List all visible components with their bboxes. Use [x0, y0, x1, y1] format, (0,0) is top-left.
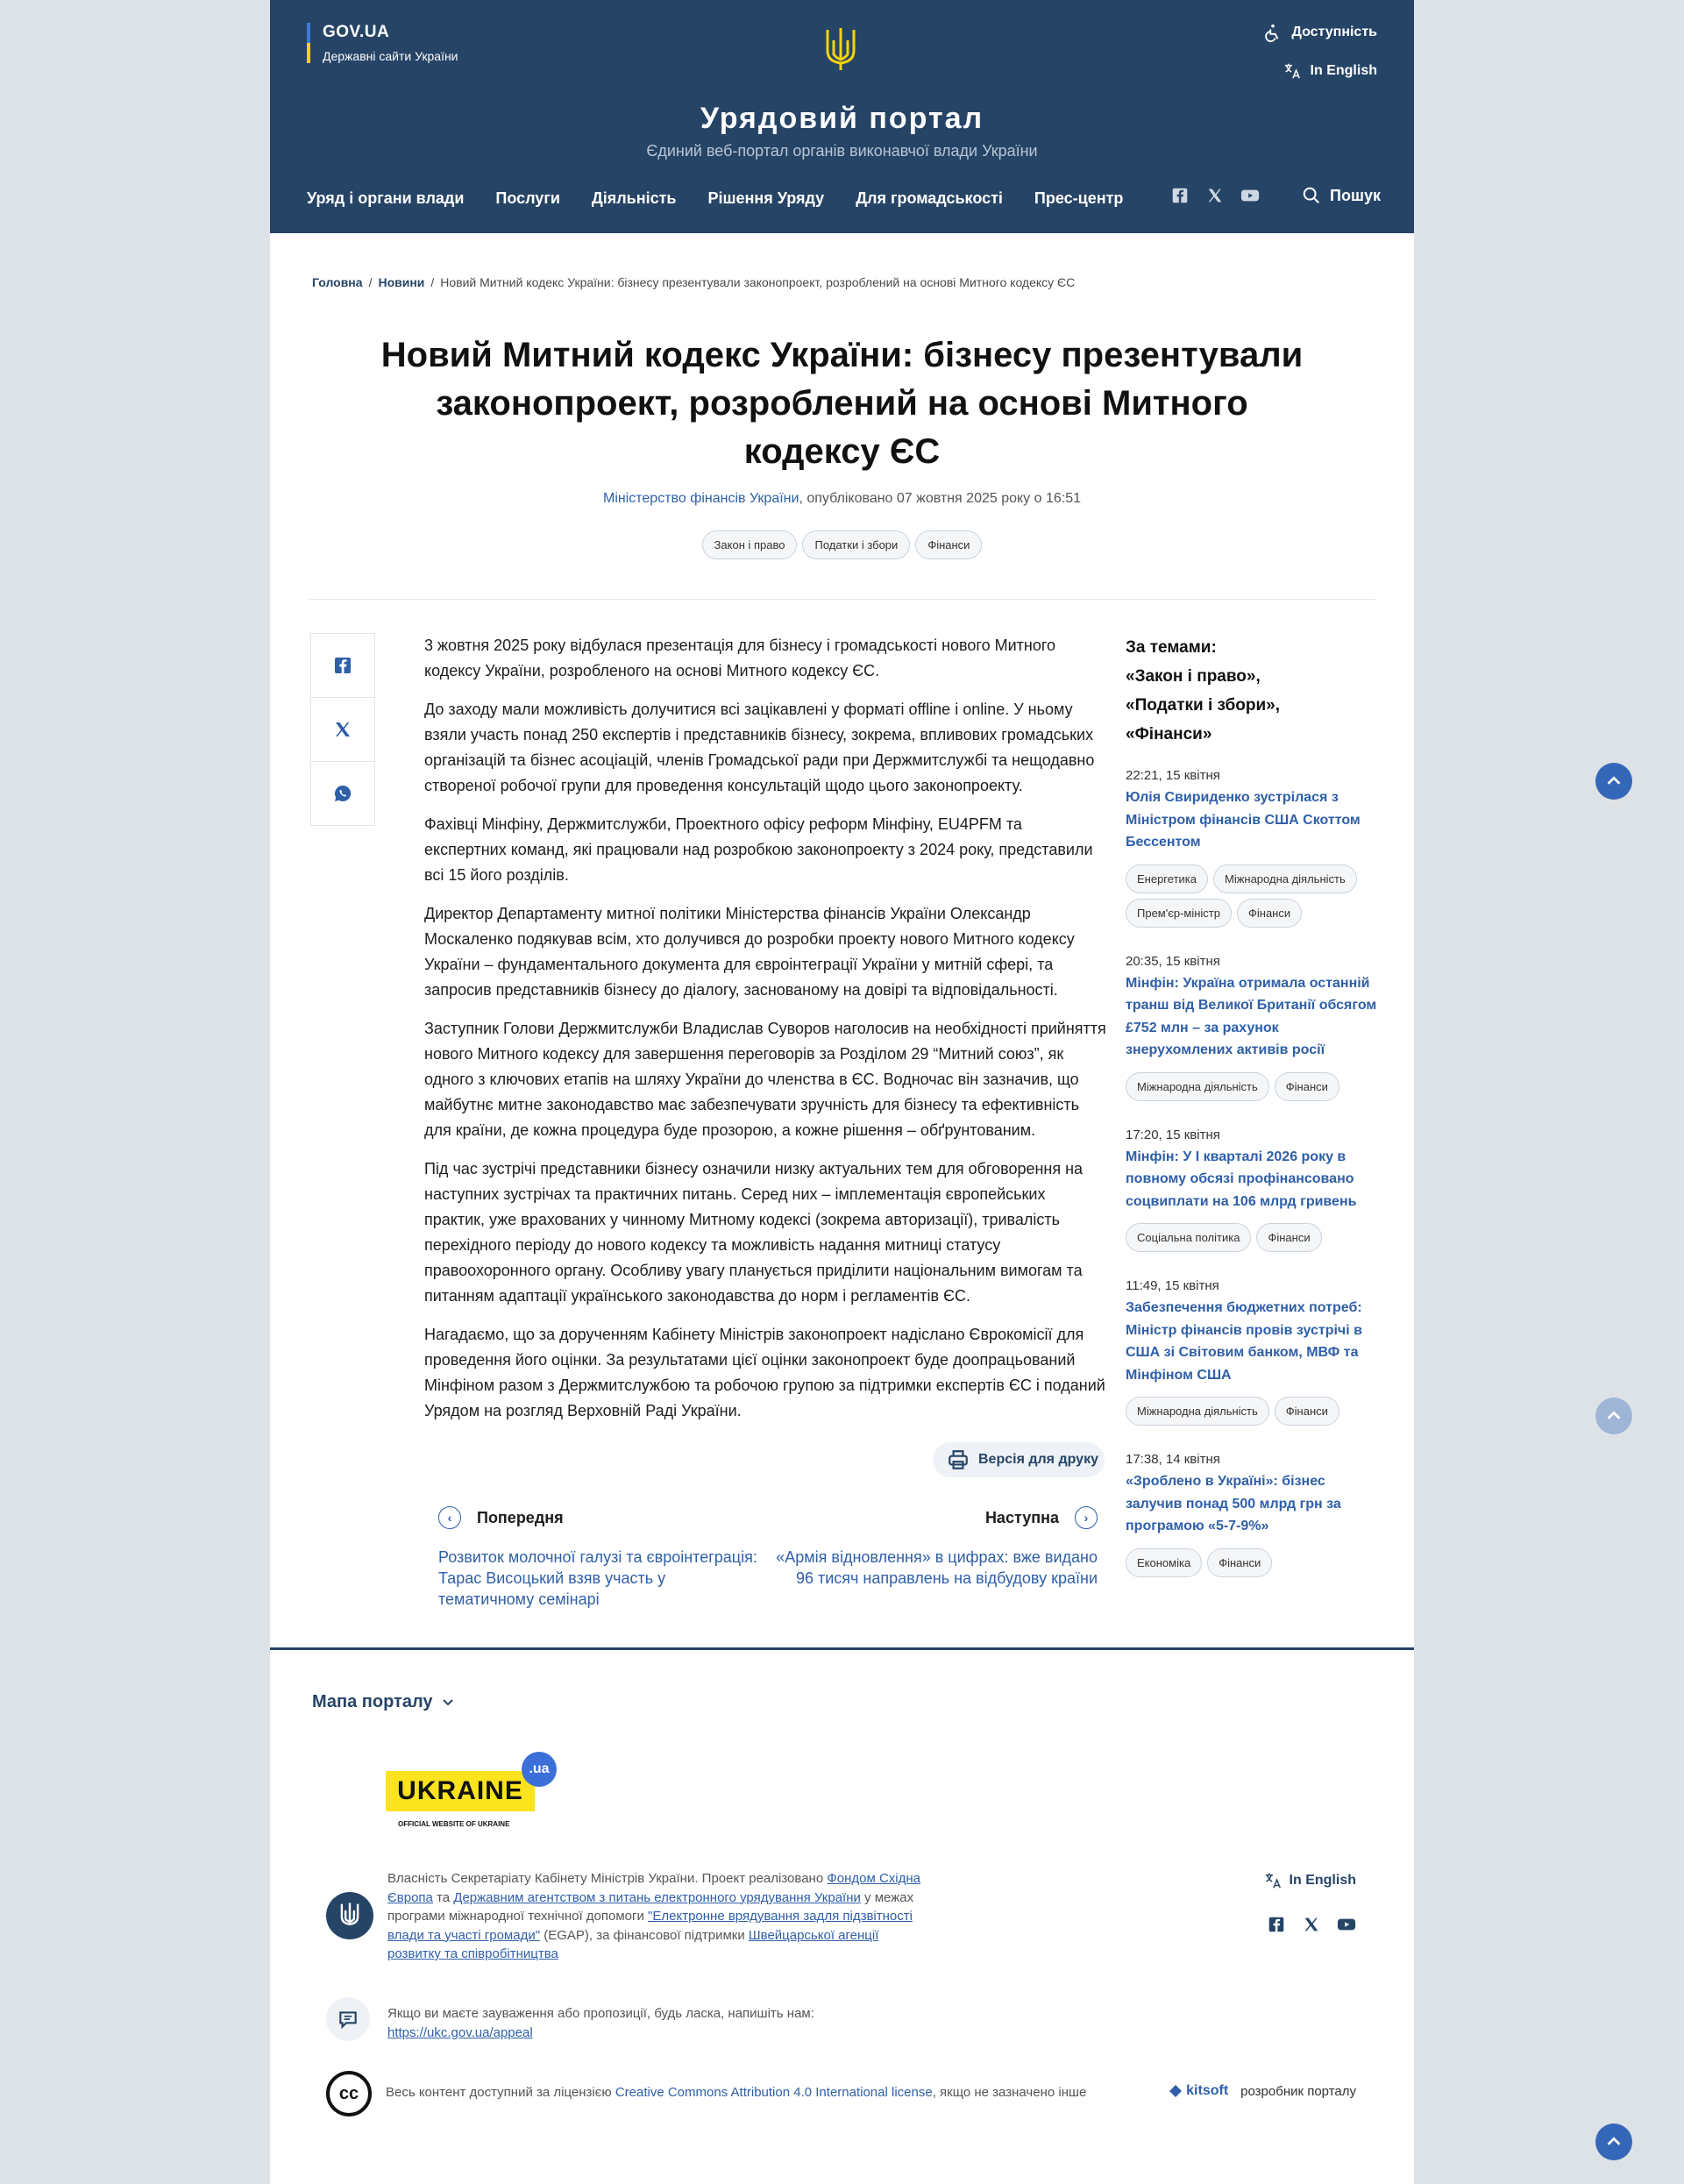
news-title-link[interactable]: Забезпечення бюджетних потреб: Міністр фінансів провів зустрічі в США зі Світовим банком, МВФ та Мінфіном США [1126, 1300, 1362, 1383]
news-tag[interactable]: Прем'єр-міністр [1126, 899, 1232, 928]
news-item [1126, 768, 1380, 928]
chevron-right-icon: › [1075, 1506, 1098, 1529]
article-meta [270, 491, 1414, 507]
swiss-agency-link[interactable]: Швейцарської агенції розвитку та співробітництва [387, 1927, 879, 1961]
tag-law[interactable]: Закон і право [702, 530, 798, 559]
news-time: 22:21, 15 квітня [1126, 768, 1220, 783]
footer-divider [270, 1647, 1414, 1650]
scroll-top-button-faded[interactable] [1595, 1398, 1632, 1434]
article-paragraph: Фахівці Мінфіну, Держмитслужби, Проектного офісу реформ Мінфіну, EU4PFM та експертних команд, які працювали над розробкою законопроекту з 2024 року, представили всі 15 його розділів. [424, 815, 1093, 884]
page [270, 0, 1414, 2184]
sidebar-title: За темами: «Закон і право», «Податки і збори», «Фінанси» [1126, 638, 1280, 743]
news-item [1126, 1128, 1380, 1253]
news-time: 17:20, 15 квітня [1126, 1127, 1220, 1142]
news-tag[interactable]: Фінанси [1237, 899, 1302, 928]
portal-map-toggle[interactable] [312, 1692, 454, 1712]
next-header[interactable] [985, 1506, 1098, 1529]
news-tag[interactable]: Міжнародна діяльність [1213, 864, 1357, 893]
youtube-icon[interactable] [1337, 1915, 1356, 1934]
news-tags [1126, 1072, 1380, 1101]
nav-activity[interactable]: Діяльність [591, 189, 677, 207]
egap-link[interactable]: "Електронне врядування задля підзвітності влади та участі громади" [387, 1909, 913, 1943]
ukraine-logo-text: UKRAINE [386, 1771, 535, 1811]
gov-ua-link[interactable] [307, 23, 458, 63]
news-tag[interactable]: Фінанси [1256, 1223, 1321, 1252]
news-item [1126, 1452, 1380, 1577]
news-tags [1126, 864, 1380, 928]
chevron-up-icon [1604, 772, 1624, 791]
news-time: 20:35, 15 квітня [1126, 953, 1220, 969]
prev-label: Попередня [477, 1508, 564, 1526]
scroll-top-button-bottom[interactable] [1595, 2124, 1632, 2160]
accessibility-icon [1263, 23, 1283, 42]
portal-title[interactable]: Урядовий портал [700, 102, 984, 135]
footer-english-button[interactable] [1263, 1871, 1356, 1890]
next-label: Наступна [984, 1508, 1059, 1526]
ukraine-ua-logo[interactable] [386, 1752, 570, 1838]
print-label: Версія для друку [978, 1452, 1098, 1467]
footer-utilities [1263, 1871, 1356, 1934]
x-twitter-icon[interactable] [1302, 1915, 1321, 1934]
printer-icon [947, 1448, 970, 1471]
trident-icon[interactable] [822, 25, 859, 74]
article-published: , опубліковано 07 жовтня 2025 року о 16:51 [799, 491, 1082, 506]
header-social [1170, 186, 1381, 205]
x-twitter-icon[interactable] [1205, 186, 1225, 205]
whatsapp-icon [332, 783, 353, 804]
license-text [386, 2085, 1086, 2100]
ukraine-logo-badge: .ua [522, 1752, 557, 1787]
facebook-icon[interactable] [1170, 186, 1190, 205]
news-time: 11:49, 15 квітня [1126, 1278, 1219, 1293]
article-paragraph: Нагадаємо, що за дорученням Кабінету Міністрів законопроект надіслано Єврокомісії для проведення його оцінки. За результатами цієї оцінки законопроект буде доопрацьований Мінфіном разом з Держмитслужбою та робочою групою за підтримки експертів ЄС і поданий Урядом на розгляд Верховній Раді України. [424, 1326, 1105, 1419]
header-utilities [1263, 23, 1377, 100]
print-version-button[interactable] [933, 1442, 1105, 1477]
x-twitter-icon [332, 719, 353, 740]
prev-article-link[interactable]: Розвиток молочної галузі та євроінтеграція: Тарас Висоцький взяв участь у тематичному семінарі [438, 1548, 757, 1608]
e-gov-agency-link[interactable]: Державним агентством з питань електронного урядування України [453, 1889, 861, 1905]
news-title-link[interactable]: Юлія Свириденко зустрілася з Міністром фінансів США Скоттом Бессентом [1126, 790, 1361, 850]
search-button[interactable] [1302, 186, 1381, 205]
news-title-link[interactable]: «Зроблено в Україні»: бізнес залучив понад 500 млрд грн за програмою «5-7-9%» [1126, 1474, 1341, 1533]
coat-of-arms-icon [326, 1892, 373, 1939]
scroll-top-button[interactable] [1595, 763, 1632, 800]
license-text-part: , якщо не зазначено інше [932, 2085, 1087, 2100]
news-tag[interactable]: Фінанси [1275, 1072, 1339, 1101]
article-paragraph: Заступник Голови Держмитслужби Владислав Суворов наголосив на необхідності прийняття нового Митного кодексу для завершення переговорів за Розділом 29 “Митний союз”, як одного з ключових етапів на шляху України до членства в ЄС. Водночас він зазначив, що майбутнє митне законодавство має забезпечувати зручність для бізнесу та ефективність для країни, де кожна процедура буде прозорою, а кожне рішення – обґрунтованим. [424, 1020, 1106, 1139]
news-tag[interactable]: Фінанси [1207, 1548, 1272, 1577]
feedback-chat-icon [326, 1997, 370, 2041]
license-text-part: Весь контент доступний за ліцензією [386, 2085, 615, 2100]
article-tags [270, 530, 1414, 559]
ukraine-logo-subtitle: OFFICIAL WEBSITE OF UKRAINE [398, 1820, 510, 1828]
tag-finance[interactable]: Фінанси [915, 530, 982, 559]
youtube-icon[interactable] [1240, 186, 1260, 205]
nav-public[interactable]: Для громадськості [856, 189, 1003, 207]
chevron-left-icon: ‹ [438, 1506, 461, 1529]
news-tag[interactable]: Енергетика [1126, 864, 1208, 893]
breadcrumb-current: Новий Митний кодекс України: бізнесу презентували законопроект, розроблений на основі Митного кодексу ЄС [440, 275, 1076, 289]
news-tags [1126, 1548, 1380, 1577]
gov-ua-title: GOV.UA [323, 23, 390, 41]
feedback-link[interactable]: https://ukc.gov.ua/appeal [387, 2025, 533, 2040]
breadcrumb-separator: / [368, 275, 373, 289]
kitsoft-label: kitsoft [1186, 2083, 1229, 2098]
ownership-text [387, 1869, 931, 1964]
developer-credit [1169, 2083, 1356, 2099]
facebook-icon[interactable] [1267, 1915, 1286, 1934]
prev-header[interactable] [438, 1506, 564, 1529]
news-time: 17:38, 14 квітня [1126, 1452, 1220, 1467]
portal-map-label: Мапа порталу [312, 1692, 433, 1711]
news-tag[interactable]: Соціальна політика [1126, 1223, 1251, 1252]
breadcrumb [312, 275, 1075, 289]
english-button[interactable] [1263, 61, 1377, 81]
share-x-button[interactable] [311, 698, 374, 762]
article-paragraph: До заходу мали можливість долучитися всі зацікавлені у форматі offline і online. У ньому взяли участь понад 250 експертів і представників бізнесу, зокрема, впливових громадських організацій та бізнес асоціацій, членів Громадської ради при Держмитслужбі та нещодавно створеної робочої групи для проведення консультацій щодо цього законопроекту. [424, 701, 1095, 794]
news-item [1126, 1278, 1380, 1426]
nav-decisions[interactable]: Рішення Уряду [707, 189, 825, 207]
creative-commons-icon [326, 2071, 372, 2116]
breadcrumb-home[interactable]: Головна [312, 275, 363, 289]
search-icon [1302, 186, 1321, 205]
news-tags [1126, 1223, 1380, 1252]
kitsoft-logo[interactable] [1169, 2083, 1228, 2099]
article-paragraph: Під час зустрічі представники бізнесу означили низку актуальних тем для обговорення на наступних зустрічах та практичних питань. Серед них – імплементація європейських практик, уже врахованих у чинному Митному кодексі (зокрема авторизації), тривалість перехідного періоду до нового кодексу та можливість надання митниці статусу правоохоронного органу. Особливу увагу планується приділити національним вимогам та питанням адаптації українського законодавства до норм і регламентів ЄС. [424, 1160, 1084, 1305]
article-body [424, 633, 1108, 1437]
news-title-link[interactable]: Мінфін: Україна отримала останній транш від Великої Британії обсягом £752 млн – за рахунок знерухомлених активів росії [1126, 975, 1377, 1057]
next-article-link[interactable]: «Армія відновлення» в цифрах: вже видано 96 тисяч направлень на відбудову країни [776, 1548, 1098, 1587]
tag-taxes[interactable]: Податки і збори [802, 530, 910, 559]
feedback-block [387, 2004, 814, 2043]
translate-icon [1283, 61, 1302, 81]
article-paragraph: Директор Департаменту митної політики Міністерства фінансів України Олександр Москаленко подякував всім, хто долучився до розробки проекту нового Митного кодексу України – фундаментального документа для євроінтеграції України у митній сфері, та запросив представників бізнесу до діалогу, заснованому на довірі та відповідальності. [424, 905, 1075, 999]
footer-english-label: In English [1289, 1873, 1356, 1888]
share-panel [310, 633, 375, 826]
news-tag[interactable]: Міжнародна діяльність [1126, 1397, 1269, 1426]
gov-ua-subtitle: Державні сайти України [323, 49, 458, 63]
breadcrumb-separator: / [430, 275, 435, 289]
accessibility-button[interactable] [1263, 23, 1377, 42]
ownership-text-part: Власність Секретаріату Кабінету Міністрів України. Проект реалізовано [387, 1871, 828, 1886]
news-tag[interactable]: Фінанси [1275, 1397, 1339, 1426]
footer-social [1263, 1915, 1356, 1934]
portal-subtitle: Єдиний веб-портал органів виконавчої влади України [646, 142, 1038, 160]
divider [309, 599, 1375, 600]
breadcrumb-news[interactable]: Новини [378, 275, 425, 289]
news-item [1126, 954, 1380, 1101]
news-tag[interactable]: Економіка [1126, 1548, 1202, 1577]
share-whatsapp-button[interactable] [311, 762, 374, 826]
news-title-link[interactable]: Мінфін: У I кварталі 2026 року в повному обсязі профінансовано соцвиплати на 106 млрд гривень [1126, 1149, 1357, 1209]
cc-license-link[interactable]: Creative Commons Attribution 4.0 International license [615, 2085, 933, 2100]
chevron-up-icon [1604, 1406, 1624, 1426]
english-label: In English [1310, 63, 1377, 78]
accessibility-label: Доступність [1291, 25, 1377, 39]
news-tag[interactable]: Міжнародна діяльність [1126, 1072, 1269, 1101]
ownership-text-part: та [432, 1889, 454, 1905]
ownership-text-part: у межах програми міжнародної технічної допомоги [387, 1889, 914, 1924]
kitsoft-icon [1169, 2084, 1183, 2098]
news-tags [1126, 1397, 1380, 1426]
article-source-link[interactable]: Міністерство фінансів України [602, 491, 799, 506]
translate-icon [1263, 1871, 1283, 1890]
site-header [270, 0, 1414, 233]
search-label: Пошук [1330, 186, 1381, 204]
feedback-text: Якщо ви маєте зауваження або пропозиції, будь ласка, напишіть нам: [387, 2006, 814, 2021]
article-title: Новий Митний кодекс України: бізнесу презентували законопроект, розроблений на основі Митного кодексу ЄС [380, 336, 1304, 471]
nav-services[interactable]: Послуги [495, 189, 560, 207]
chevron-up-icon [1604, 2132, 1624, 2152]
nav-government[interactable]: Уряд і органи влади [307, 189, 465, 207]
related-news-sidebar [1126, 633, 1380, 1604]
chevron-down-icon [442, 1697, 454, 1709]
ownership-text-part: (EGAP), за фінансової підтримки [540, 1927, 749, 1943]
main-nav [307, 189, 1123, 208]
facebook-icon [332, 655, 353, 676]
developer-label: розробник порталу [1240, 2083, 1356, 2099]
share-facebook-button[interactable] [311, 634, 374, 698]
east-europe-foundation-link[interactable]: Фондом Східна Європа [387, 1871, 920, 1905]
creative-commons-label: cc [338, 2083, 359, 2103]
nav-press[interactable]: Прес-центр [1034, 189, 1124, 207]
article-paragraph: 3 жовтня 2025 року відбулася презентація для бізнесу і громадськості нового Митного кодексу України, розробленого на основі Митного кодексу ЄС. [424, 637, 1056, 679]
